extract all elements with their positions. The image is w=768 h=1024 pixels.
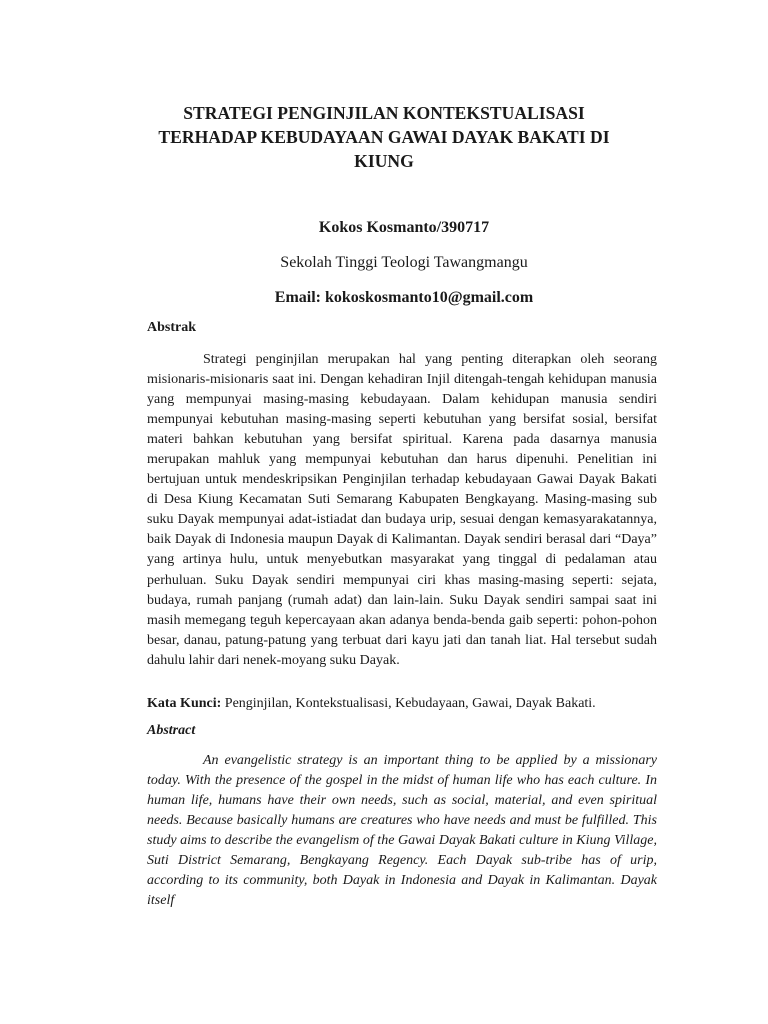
author-institution: Sekolah Tinggi Teologi Tawangmangu bbox=[280, 254, 528, 271]
abstract-heading: Abstract bbox=[147, 723, 196, 738]
author-name: Kokos Kosmanto/390717 bbox=[318, 219, 490, 236]
keywords-text: Penginjilan, Kontekstualisasi, Kebudayaan, Gawai, Dayak Bakati. bbox=[221, 696, 596, 711]
abstract-paragraph: An evangelistic strategy is an important thing to be applied by a missionary today. With the presence of the gospel in the midst of human life who has each culture. In human life, humans have their own needs, such as social, material, and even spiritual needs. Because basically humans are creatures who have needs and must be fulfilled. This study aims to describe the evangelism of the Gawai Dayak Bakati culture in Kiung Village, Suti District Semarang, Bengkayang Regency. Each Dayak sub-tribe has of urip, according to its community, both Dayak in Indonesia and Dayak in Kalimantan. Dayak itself bbox=[147, 753, 657, 909]
author-email: Email: kokoskosmanto10@gmail.com bbox=[274, 289, 534, 306]
keywords-label: Kata Kunci: bbox=[147, 696, 222, 711]
abstrak-paragraph: Strategi penginjilan merupakan hal yang penting diterapkan oleh seorang misionaris-misionaris saat ini. Dengan kehadiran Injil ditengah-tengah kehidupan manusia yang mempunyai masing-masing kebudayaan. Dalam kehidupan manusia sendiri mempunyai kebutuhan masing-masing seperti kebutuhan yang bersifat sosial, bersifat materi bahkan kebutuhan yang bersifat spiritual. Karena pada dasarnya manusia merupakan mahluk yang mempunyai kebutuhan dan harus dipenuhi. Penelitian ini bertujuan untuk mendeskripsikan Penginjilan terhadap kebudayaan Gawai Dayak Bakati di Desa Kiung Kecamatan Suti Semarang Kabupaten Bengkayang. Masing-masing sub suku Dayak mempunyai adat-istiadat dan budaya urip, sesuai dengan kemasyarakatannya, baik Dayak di Indonesia maupun Dayak di Kalimantan. Dayak sendiri berasal dari “Daya” yang artinya hulu, untuk menyebutkan masyarakat yang tinggal di pedalaman atau perhuluan. Suku Dayak sendiri mempunyai ciri khas masing-masing seperti: sejata, budaya, rumah panjang (rumah adat) dan lain-lain. Suku Dayak sendiri sampai saat ini masih memegang teguh kepercayaan akan adanya benda-benda gaib seperti: pohon-pohon besar, danau, patung-patung yang terbuat dari kayu jati dan tanah liat. Hal tersebut sudah dahulu lahir dari nenek-moyang suku Dayak. bbox=[147, 352, 657, 668]
keywords-line bbox=[147, 694, 657, 714]
abstrak-heading: Abstrak bbox=[147, 320, 197, 335]
paper-title: STRATEGI PENGINJILAN KONTEKSTUALISASI TERHADAP KEBUDAYAAN GAWAI DAYAK BAKATI DI KIUNG bbox=[158, 103, 610, 171]
